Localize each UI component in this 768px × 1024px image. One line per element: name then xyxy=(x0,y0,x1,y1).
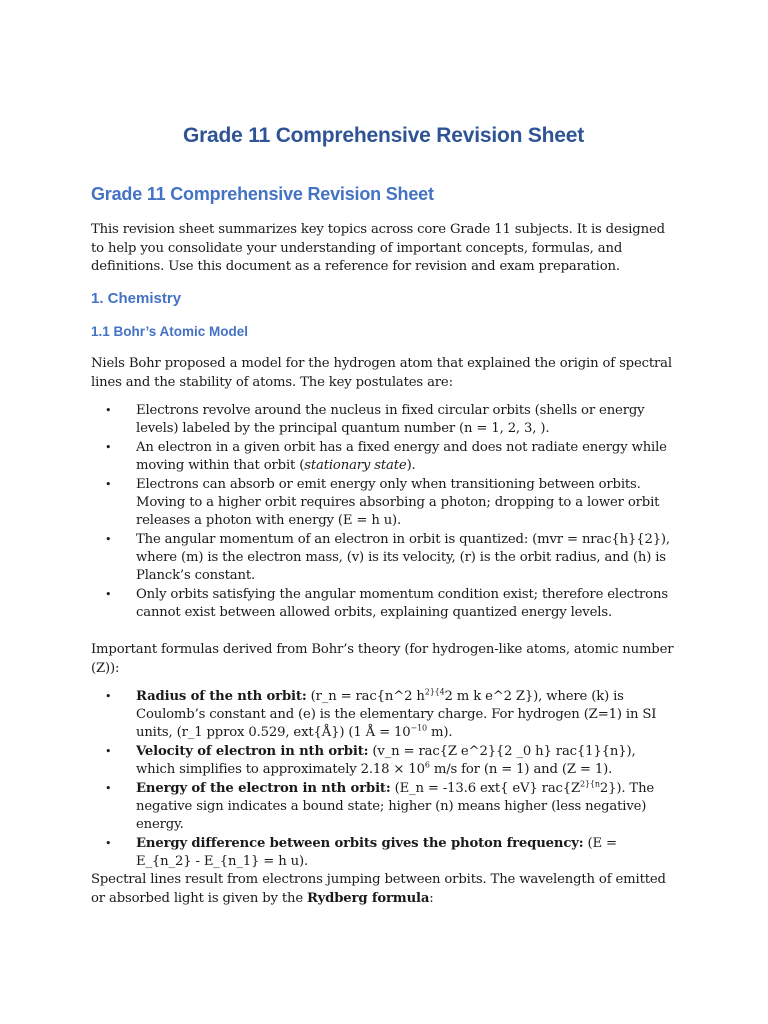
list-item: • Electrons revolve around the nucleus in fixed circular orbits (shells or energy levels) labeled by the principal quantum number (n = 1, 2, 3, ). xyxy=(105,403,645,436)
bullet-icon: • xyxy=(105,837,112,850)
formula-label: Energy of the electron in nth orbit: xyxy=(136,781,391,796)
main-heading: Grade 11 Comprehensive Revision Sheet xyxy=(91,184,434,204)
list-item: • Electrons can absorb or emit energy only when transitioning between orbits. Moving to a higher orbit requires absorbing a photon; dropping to a lower orbit releases a photon with energy (E = h u). xyxy=(105,477,660,528)
bullet-icon: • xyxy=(105,588,112,601)
document-title: Grade 11 Comprehensive Revision Sheet xyxy=(182,124,585,147)
bullet-icon: • xyxy=(105,745,112,758)
bullet-icon: • xyxy=(105,782,112,795)
list-item: • Velocity of electron in nth orbit: (v_n = rac{Z e^2}{2 _0 h} rac{1}{n}), which simplifies to approximately $2.18 \times 10^6$ m/s for (n = 1) and (Z = 1). xyxy=(105,744,636,777)
bullet-icon: • xyxy=(105,404,112,417)
bohr-intro-paragraph: Niels Bohr proposed a model for the hydrogen atom that explained the origin of spectral lines and the stability of atoms. The key postulates are: xyxy=(91,356,672,390)
bullet-icon: • xyxy=(105,533,112,546)
intro-paragraph: This revision sheet summarizes key topics across core Grade 11 subjects. It is designed to help you consolidate your understanding of important concepts, formulas, and definitions. Use this document as a reference for revision and exam preparation. xyxy=(91,222,665,274)
stationary-state-term: stationary state xyxy=(304,458,407,473)
list-item: • The angular momentum of an electron in orbit is quantized: (mvr = nrac{h}{2}), where (m) is the electron mass, (v) is its velocity, (r) is the orbit radius, and (h) is Planck’s constant. xyxy=(105,532,670,583)
bullet-icon: • xyxy=(105,690,112,703)
formula-label: Velocity of electron in nth orbit: xyxy=(136,744,369,759)
list-item: • An electron in a given orbit has a fixed energy and does not radiate energy while moving within that orbit (stationary state). xyxy=(105,440,667,473)
formulas-list xyxy=(91,688,676,872)
formulas-intro-paragraph: Important formulas derived from Bohr’s theory (for hydrogen-like atoms, atomic number (Z)): xyxy=(91,642,674,676)
closing-paragraph: Spectral lines result from electrons jumping between orbits. The wavelength of emitted or absorbed light is given by the Rydberg formula: xyxy=(91,872,666,906)
list-item: • Energy of the electron in nth orbit: (E_n = -13.6 ext{ eV} $rac\{Z^{2\}\{n}2\}$). The negative sign indicates a bound state; higher (n) means higher (less negative) energy. xyxy=(105,779,655,832)
subsection-bohr-heading: 1.1 Bohr’s Atomic Model xyxy=(91,324,249,339)
formula-label: Energy difference between orbits gives the photon frequency: xyxy=(136,836,584,851)
list-item: • Only orbits satisfying the angular momentum condition exist; therefore electrons cannot exist between allowed orbits, explaining quantized energy levels. xyxy=(105,587,668,620)
section-chemistry-heading: 1. Chemistry xyxy=(91,290,182,307)
formula-label: Radius of the nth orbit: xyxy=(136,689,307,704)
bullet-icon: • xyxy=(105,478,112,491)
bullet-icon: • xyxy=(105,441,112,454)
list-item: • Radius of the nth orbit: (r_n = rac{n^2 $h^{2\}\{4}2$ m k e^2 Z}), where (k) is Coulomb’s constant and (e) is the elementary charge. For hydrogen (Z=1) in SI units, (r_1 pprox 0.529, ext{Å}) (1 Å = $10^{-10}$ m). xyxy=(105,687,657,740)
postulates-list xyxy=(91,402,676,623)
list-item: • Energy difference between orbits gives the photon frequency: (E = E_{n_2} - E_{n_1} = h u). xyxy=(105,836,617,869)
rydberg-formula-term: Rydberg formula xyxy=(307,890,430,906)
